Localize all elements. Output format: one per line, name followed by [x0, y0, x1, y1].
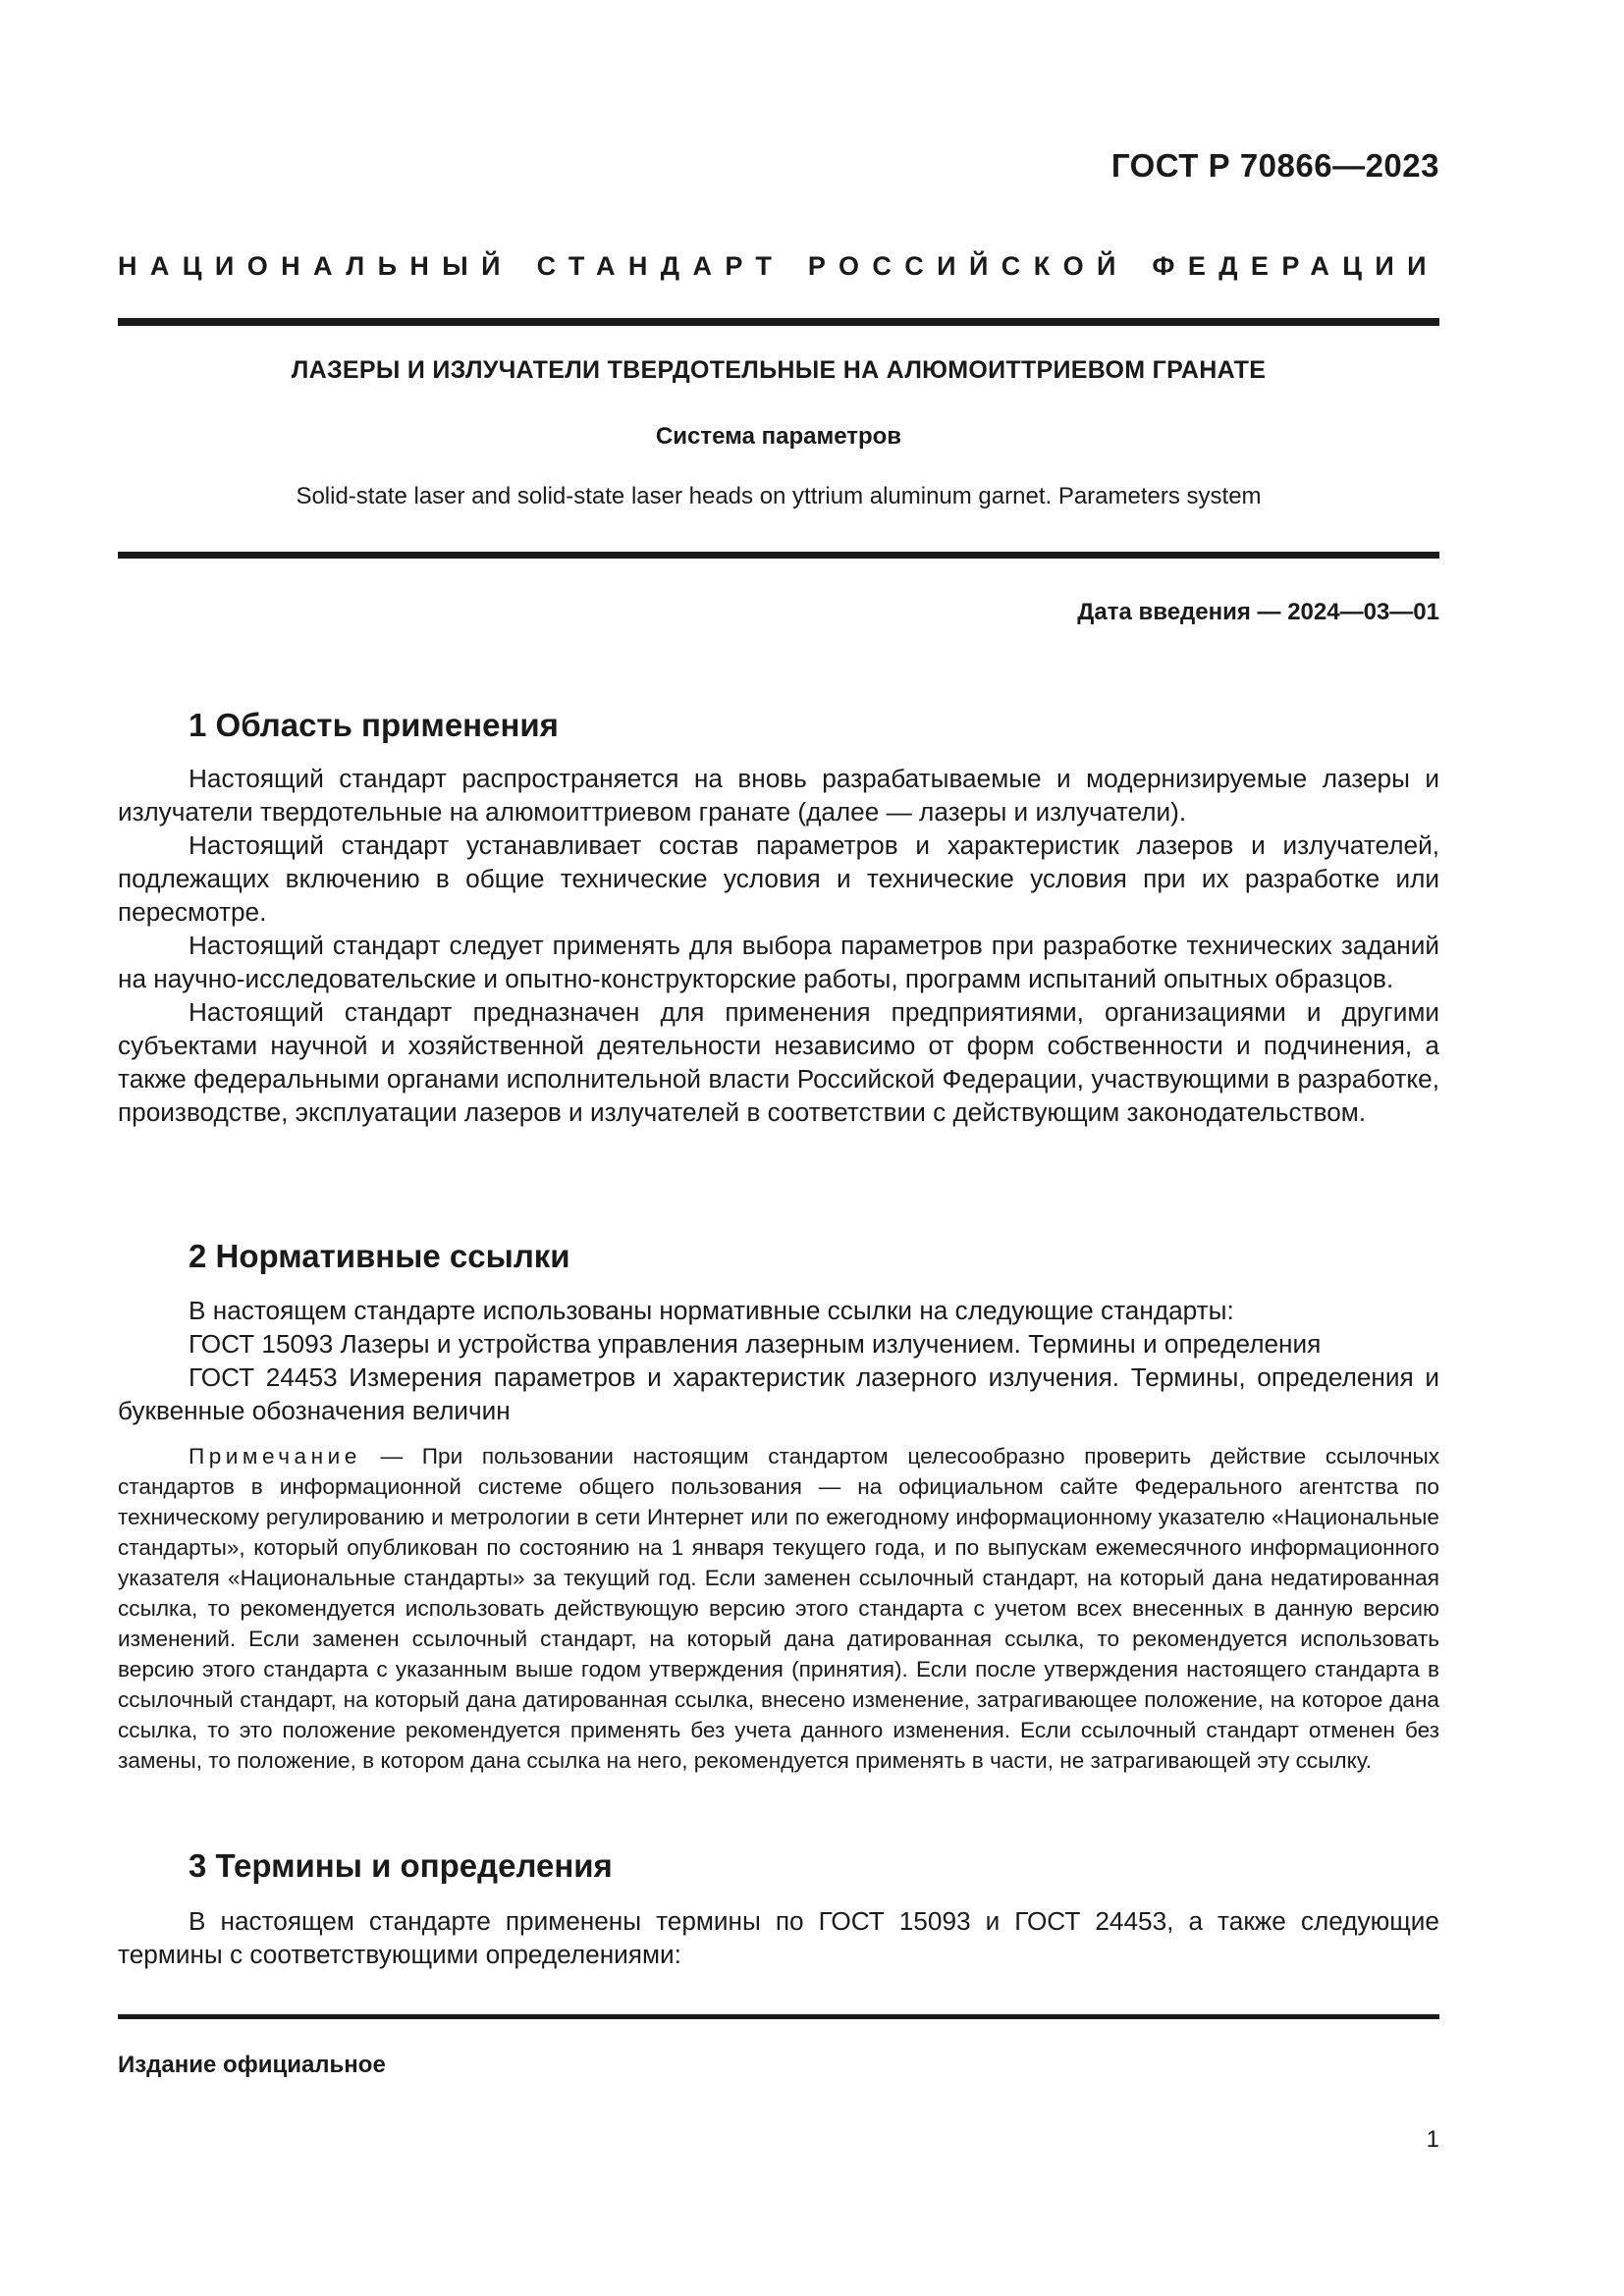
note-text: — При пользовании настоящим стандартом целесообразно проверить действие ссылочных стандартов в информационной системе общего пользования — на официальном сайте Федерального агентства по техническому регулированию и метрологии в сети Интернет или по ежегодному информационному указателю «Национальные стандарты», который опубликован по состоянию на 1 января текущего года, и по выпускам ежемесячного информационного указателя «Национальные стандарты» за текущий год. Если заменен ссылочный стандарт, на который дана недатированная ссылка, то рекомендуется использовать действующую версию этого стандарта с учетом всех внесенных в данную версию изменений. Если заменен ссылочный стандарт, на который дана датированная ссылка, то рекомендуется использовать версию этого стандарта с указанным выше годом утверждения (принятия). Если после утверждения настоящего стандарта в ссылочный стандарт, на который дана датированная ссылка, внесено изменение, затрагивающее положение, на которое дана ссылка, то это положение рекомендуется применять без учета данного изменения. Если ссылочный стандарт отменен без замены, то положение, в котором дана ссылка на него, рекомендуется применять в части, не затрагивающей эту ссылку. — [118, 1444, 1439, 1773]
national-standard-title: НАЦИОНАЛЬНЫЙ СТАНДАРТ РОССИЙСКОЙ ФЕДЕРАЦИИ — [118, 251, 1439, 281]
footer-divider — [118, 2014, 1439, 2019]
paragraph: Настоящий стандарт устанавливает состав параметров и характеристик лазеров и излучателей, подлежащих включению в общие технические условия и технические условия при их разработке или пересмотре. — [118, 830, 1439, 927]
page-number: 1 — [1426, 2126, 1439, 2153]
note-paragraph — [118, 1441, 1439, 1776]
english-title: Solid-state laser and solid-state laser heads on yttrium aluminum garnet. Parameters system — [296, 483, 1262, 509]
section-heading-terms: 3 Термины и определения — [189, 1847, 613, 1884]
title-divider — [118, 552, 1439, 559]
official-edition-label: Издание официальное — [118, 2052, 386, 2078]
paragraph: Настоящий стандарт предназначен для применения предприятиями, организациями и другими субъектами научной и хозяйственной деятельности независимо от форм собственности и подчинения, а также федеральными органами исполнительной власти Российской Федерации, участвующими в разработке, производстве, эксплуатации лазеров и излучателей в соответствии с действующим законодательством. — [118, 997, 1439, 1127]
note-block — [118, 1441, 1439, 1776]
document-subtitle: Система параметров — [655, 423, 902, 450]
section-body-terms — [118, 1904, 1439, 1971]
standard-number: ГОСТ Р 70866—2023 — [1110, 147, 1439, 184]
section-body-scope — [118, 762, 1439, 1129]
note-label: Примечание — [189, 1444, 361, 1468]
section-heading-references: 2 Нормативные ссылки — [189, 1238, 570, 1274]
document-title: ЛАЗЕРЫ И ИЗЛУЧАТЕЛИ ТВЕРДОТЕЛЬНЫЕ НА АЛЮМОИТТРИЕВОМ ГРАНАТЕ — [291, 356, 1267, 384]
reference-item: ГОСТ 15093 Лазеры и устройства управления лазерным излучением. Термины и определения — [189, 1329, 1322, 1359]
paragraph: Настоящий стандарт распространяется на вновь разрабатываемые и модернизируемые лазеры и излучатели твердотельные на алюмоиттриевом гранате (далее — лазеры и излучатели). — [118, 764, 1439, 827]
paragraph: Настоящий стандарт следует применять для выбора параметров при разработке технических заданий на научно-исследовательские и опытно-конструкторские работы, программ испытаний опытных образцов. — [118, 931, 1439, 993]
paragraph: В настоящем стандарте использованы нормативные ссылки на следующие стандарты: — [189, 1296, 1234, 1325]
top-divider — [118, 318, 1439, 326]
section-heading-scope: 1 Область применения — [189, 707, 559, 743]
paragraph: В настоящем стандарте применены термины по ГОСТ 15093 и ГОСТ 24453, а также следующие термины с соответствующими определениями: — [118, 1906, 1439, 1969]
reference-item: ГОСТ 24453 Измерения параметров и характеристик лазерного излучения. Термины, определения и буквенные обозначения величин — [118, 1362, 1439, 1425]
section-body-references — [118, 1294, 1439, 1427]
document-page — [118, 0, 1439, 2296]
introduction-date: Дата введения — 2024—03—01 — [1077, 599, 1439, 625]
